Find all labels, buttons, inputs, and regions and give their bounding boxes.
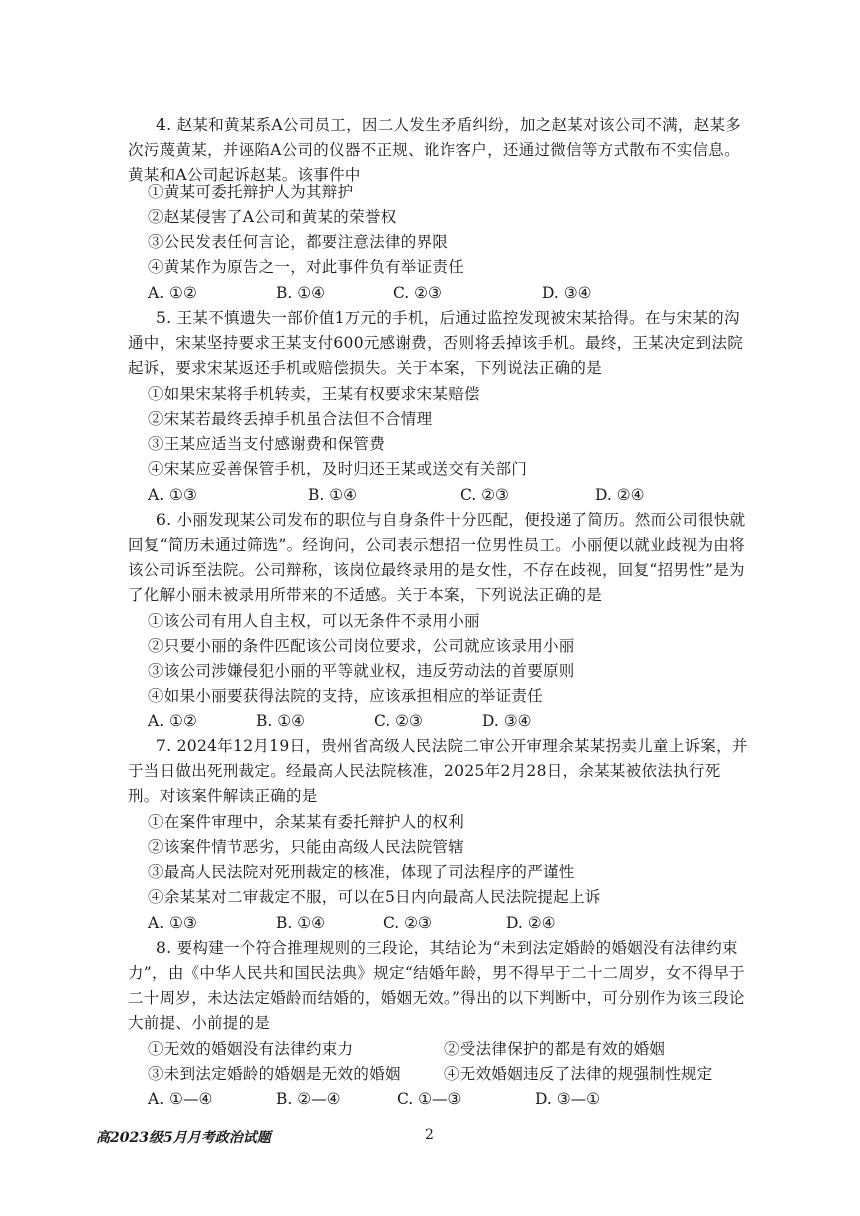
question-5-option-4: ④宋某应妥善保管手机，及时归还王某或送交有关部门 [148,460,528,478]
question-6-option-1: ①该公司有用人自主权，可以无条件不录用小丽 [148,612,480,630]
answer-d: D. ③—① [535,1090,601,1108]
question-7-stem: 7. 2024年12月19日，贵州省高级人民法院二审公开审理余某某拐卖儿童上诉案，并于当日做出死刑裁定。经最高人民法院核准，2025年2月28日，余某某被依法执行死刑。对该案件解读正确的是 [128,737,748,805]
answer-a: A. ①② [148,284,197,302]
answer-d: D. ③④ [482,712,532,730]
answer-b: B. ①④ [276,914,326,932]
question-8-option-1: ①无效的婚姻没有法律约束力 [148,1040,354,1058]
question-5-option-2: ②宋某若最终丢掉手机虽合法但不合情理 [148,410,433,428]
answer-a: A. ①② [148,712,197,730]
answer-c: C. ②③ [393,284,442,302]
question-6-option-2: ②只要小丽的条件匹配该公司岗位要求，公司就应该录用小丽 [148,637,575,655]
question-4-option-4: ④黄某作为原告之一，对此事件负有举证责任 [148,258,465,276]
answer-b: B. ①④ [256,712,306,730]
question-7-option-3: ③最高人民法院对死刑裁定的核准，体现了司法程序的严谨性 [148,863,575,881]
answer-c: C. ②③ [460,486,509,504]
question-5-stem: 5. 王某不慎遗失一部价值1万元的手机，后通过监控发现被宋某拾得。在与宋某的沟通中，宋某坚持要求王某支付600元感谢费，否则将丢掉该手机。最终，王某决定到法院起诉，要求宋某返还手机或赔偿损失。关于本案，下列说法正确的是 [128,309,744,377]
question-4-option-2: ②赵某侵害了A公司和黄某的荣誉权 [148,208,397,226]
question-5-option-1: ①如果宋某将手机转卖，王某有权要求宋某赔偿 [148,385,480,403]
question-5-option-3: ③王某应适当支付感谢费和保管费 [148,435,386,453]
question-8-option-3: ③未到法定婚龄的婚姻是无效的婚姻 [148,1065,401,1083]
answer-a: A. ①③ [148,486,197,504]
question-7-option-2: ②该案件情节恶劣，只能由高级人民法院管辖 [148,838,465,856]
question-6-option-3: ③该公司涉嫌侵犯小丽的平等就业权，违反劳动法的首要原则 [148,662,575,680]
answer-b: B. ②—④ [276,1090,341,1108]
question-4-option-3: ③公民发表任何言论，都要注意法律的界限 [148,233,449,251]
question-7-option-4: ④余某某对二审裁定不服，可以在5日内向最高人民法院提起上诉 [148,888,601,906]
question-7-option-1: ①在案件审理中，余某某有委托辩护人的权利 [148,813,465,831]
question-8-option-2: ②受法律保护的都是有效的婚姻 [444,1040,666,1058]
question-6-option-4: ④如果小丽要获得法院的支持，应该承担相应的举证责任 [148,687,544,705]
answer-c: C. ②③ [383,914,432,932]
answer-c: C. ②③ [374,712,423,730]
answer-d: D. ②④ [506,914,556,932]
question-4-option-1: ①黄某可委托辩护人为其辩护 [148,183,354,201]
answer-a: A. ①③ [148,914,197,932]
page-number: 2 [425,1127,434,1143]
answer-d: D. ③④ [542,284,592,302]
answer-d: D. ②④ [595,486,645,504]
answer-b: B. ①④ [308,486,358,504]
question-8-option-4: ④无效婚姻违反了法律的规强制性规定 [444,1065,713,1083]
question-8-options-row-1 [148,1037,748,1062]
question-6-stem: 6. 小丽发现某公司发布的职位与自身条件十分匹配，便投递了简历。然而公司很快就回复“简历未通过筛选”。经询问，公司表示想招一位男性员工。小丽便以就业歧视为由将该公司诉至法院。公司辩称，该岗位最终录用的是女性，不存在歧视，回复“招男性”是为了化解小丽未被录用所带来的不适感。关于本案，下列说法正确的是 [128,511,746,604]
answer-a: A. ①—④ [148,1090,213,1108]
question-4-stem: 4. 赵某和黄某系A公司员工，因二人发生矛盾纠纷，加之赵某对该公司不满，赵某多次污蔑黄某，并诬陷A公司的仪器不正规、讹诈客户，还通过微信等方式散布不实信息。黄某和A公司起诉赵某。该事件中 [128,116,742,184]
question-8-options-row-2 [148,1062,748,1087]
question-8-stem: 8. 要构建一个符合推理规则的三段论，其结论为“未到法定婚龄的婚姻没有法律约束力”，由《中华人民共和国民法典》规定“结婚年龄，男不得早于二十二周岁，女不得早于二十周岁，未达法定婚龄而结婚的，婚姻无效。”得出的以下判断中，可分别作为该三段论大前提、小前提的是 [128,939,745,1032]
footer-exam-title: 高2023级5月月考政治试题 [96,1130,271,1146]
answer-c: C. ①—③ [397,1090,462,1108]
answer-b: B. ①④ [276,284,326,302]
